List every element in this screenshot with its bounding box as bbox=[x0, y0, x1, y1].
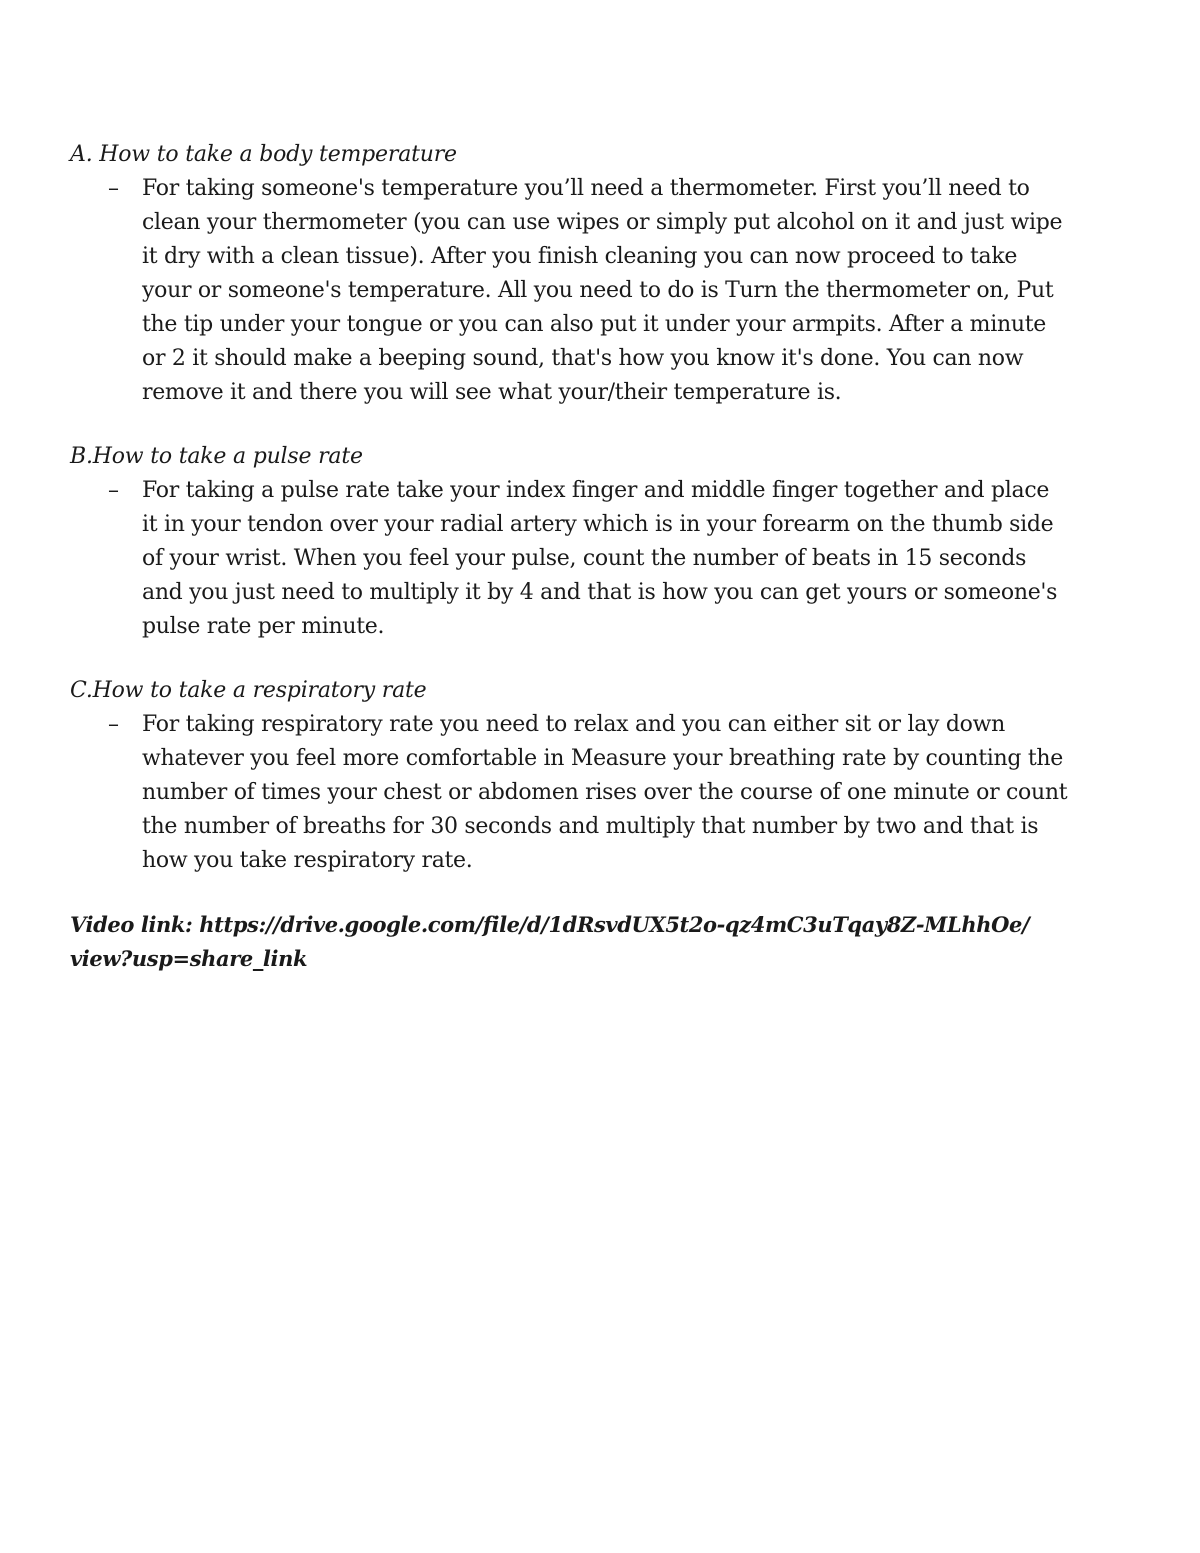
dash-bullet: – bbox=[108, 712, 119, 737]
section-heading: C.How to take a respiratory rate bbox=[70, 678, 427, 703]
list-item-text: For taking someone's temperature you’ll need a thermometer. First you’ll need to clean your thermometer (you can use wipes or simply put alcohol on it and just wipe it dry with a clean tissue). After you finish cleaning you can now proceed to take your or someone's temperature. All you need to do is Turn the thermometer on, Put the tip under your tongue or you can also put it under your armpits. After a minute or 2 it should make a beeping sound, that's how you know it's done. You can now remove it and there you will see what your/their temperature is. bbox=[142, 176, 1063, 405]
section-body-temperature bbox=[70, 138, 1070, 410]
list-item bbox=[70, 708, 1070, 878]
section-heading: B.How to take a pulse rate bbox=[70, 444, 363, 469]
video-link[interactable]: Video link: https://drive.google.com/file/d/1dRsvdUX5t2o-qz4mC3uTqay8Z-MLhhOe/view?usp=share_link bbox=[70, 912, 1030, 971]
section-respiratory-rate bbox=[70, 674, 1070, 878]
list-item bbox=[70, 474, 1070, 644]
section-pulse-rate bbox=[70, 440, 1070, 644]
list-item bbox=[70, 172, 1070, 410]
list-item-text: For taking respiratory rate you need to relax and you can either sit or lay down whatever you feel more comfortable in Measure your breathing rate by counting the number of times your chest or abdomen rises over the course of one minute or count the number of breaths for 30 seconds and multiply that number by two and that is how you take respiratory rate. bbox=[142, 712, 1068, 873]
dash-bullet: – bbox=[108, 478, 119, 503]
dash-bullet: – bbox=[108, 176, 119, 201]
list-item-text: For taking a pulse rate take your index finger and middle finger together and place it in your tendon over your radial artery which is in your forearm on the thumb side of your wrist. When you feel your pulse, count the number of beats in 15 seconds and you just need to multiply it by 4 and that is how you can get yours or someone's pulse rate per minute. bbox=[142, 478, 1058, 639]
section-heading: A. How to take a body temperature bbox=[70, 142, 457, 167]
document-body bbox=[70, 138, 1070, 976]
